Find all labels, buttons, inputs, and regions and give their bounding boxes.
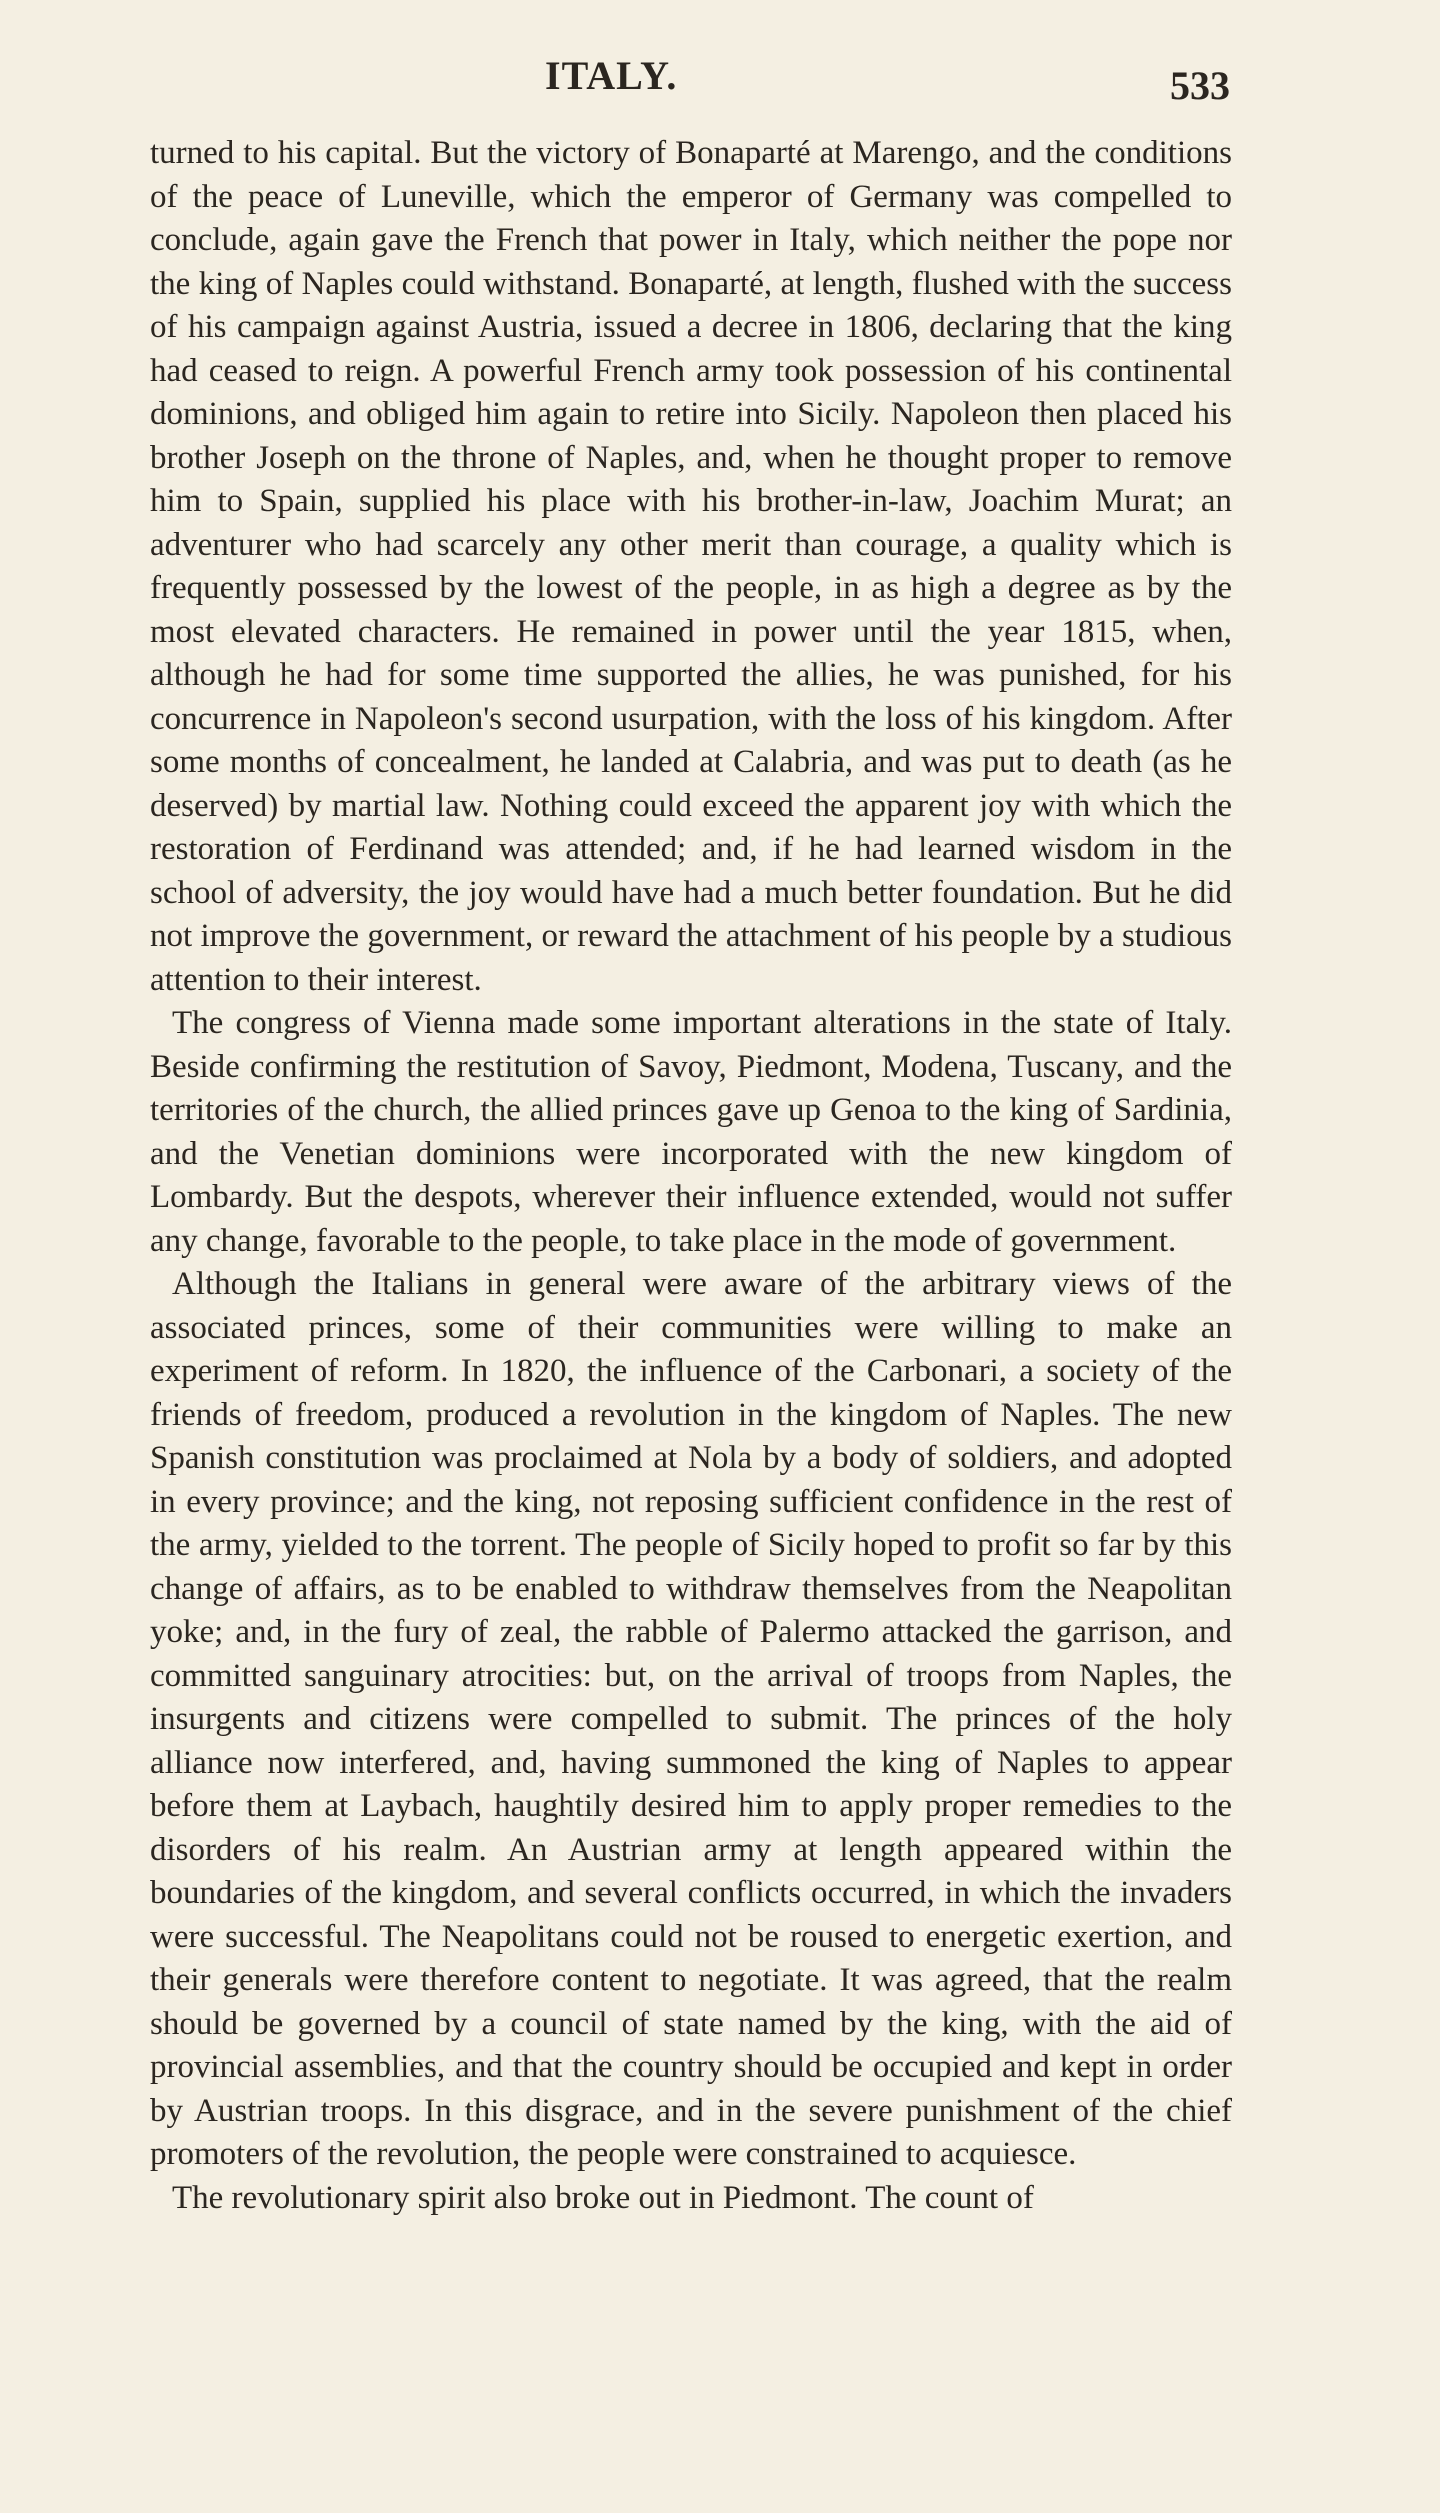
paragraph: The congress of Vienna made some important alterations in the state of Italy. Beside confirming the restitution of Savoy, Piedmont, Modena, Tuscany, and the territories of the church, the allied princes gave up Genoa to the king of Sardinia, and the Venetian dominions were incorporated with the new kingdom of Lombardy. But the despots, wherever their influence extended, would not suffer any change, favorable to the people, to take place in the mode of government. xyxy=(150,1005,1232,1259)
page-number: 533 xyxy=(1170,63,1230,108)
paragraph: Although the Italians in general were aware of the arbitrary views of the associated princes, some of their communities were willing to make an experiment of reform. In 1820, the influence of the Carbonari, a society of the friends of freedom, produced a revolution in the kingdom of Naples. The new Spanish constitution was proclaimed at Nola by a body of soldiers, and adopted in every province; and the king, not reposing sufficient confidence in the rest of the army, yielded to the torrent. The people of Sicily hoped to profit so far by this change of affairs, as to be enabled to withdraw themselves from the Neapolitan yoke; and, in the fury of zeal, the rabble of Palermo attacked the garrison, and committed sanguinary atrocities: but, on the arrival of troops from Naples, the insurgents and citizens were compelled to submit. The princes of the holy alliance now interfered, and, having summoned the king of Naples to appear before them at Laybach, haughtily desired him to apply proper remedies to the disorders of his realm. An Austrian army at length appeared within the boundaries of the kingdom, and several conflicts occurred, in which the invaders were successful. The Neapolitans could not be roused to energetic exertion, and their generals were therefore content to negotiate. It was agreed, that the realm should be governed by a council of state named by the king, with the aid of provincial assemblies, and that the country should be occupied and kept in order by Austrian troops. In this disgrace, and in the severe punishment of the chief promoters of the revolution, the people were constrained to acquiesce. xyxy=(150,1266,1232,2172)
page-header xyxy=(150,52,1230,122)
paragraph: turned to his capital. But the victory of Bonaparté at Marengo, and the conditions of the peace of Luneville, which the emperor of Germany was compelled to conclude, again gave the French that power in Italy, which neither the pope nor the king of Naples could withstand. Bonaparté, at length, flushed with the success of his campaign against Austria, issued a decree in 1806, declaring that the king had ceased to reign. A powerful French army took possession of his continental dominions, and obliged him again to retire into Sicily. Napoleon then placed his brother Joseph on the throne of Naples, and, when he thought proper to remove him to Spain, supplied his place with his brother-in-law, Joachim Murat; an adventurer who had scarcely any other merit than courage, a quality which is frequently possessed by the lowest of the people, in as high a degree as by the most elevated characters. He remained in power until the year 1815, when, although he had for some time supported the allies, he was punished, for his concurrence in Napoleon's second usurpation, with the loss of his kingdom. After some months of concealment, he landed at Calabria, and was put to death (as he deserved) by martial law. Nothing could exceed the apparent joy with which the restoration of Ferdinand was attended; and, if he had learned wisdom in the school of adversity, the joy would have had a much better foundation. But he did not improve the government, or reward the attachment of his people by a studious attention to their interest. xyxy=(150,135,1232,998)
paragraph: The revolutionary spirit also broke out in Piedmont. The count of xyxy=(172,2179,1034,2216)
page-body xyxy=(150,132,1232,2220)
running-title: ITALY. xyxy=(545,53,678,98)
